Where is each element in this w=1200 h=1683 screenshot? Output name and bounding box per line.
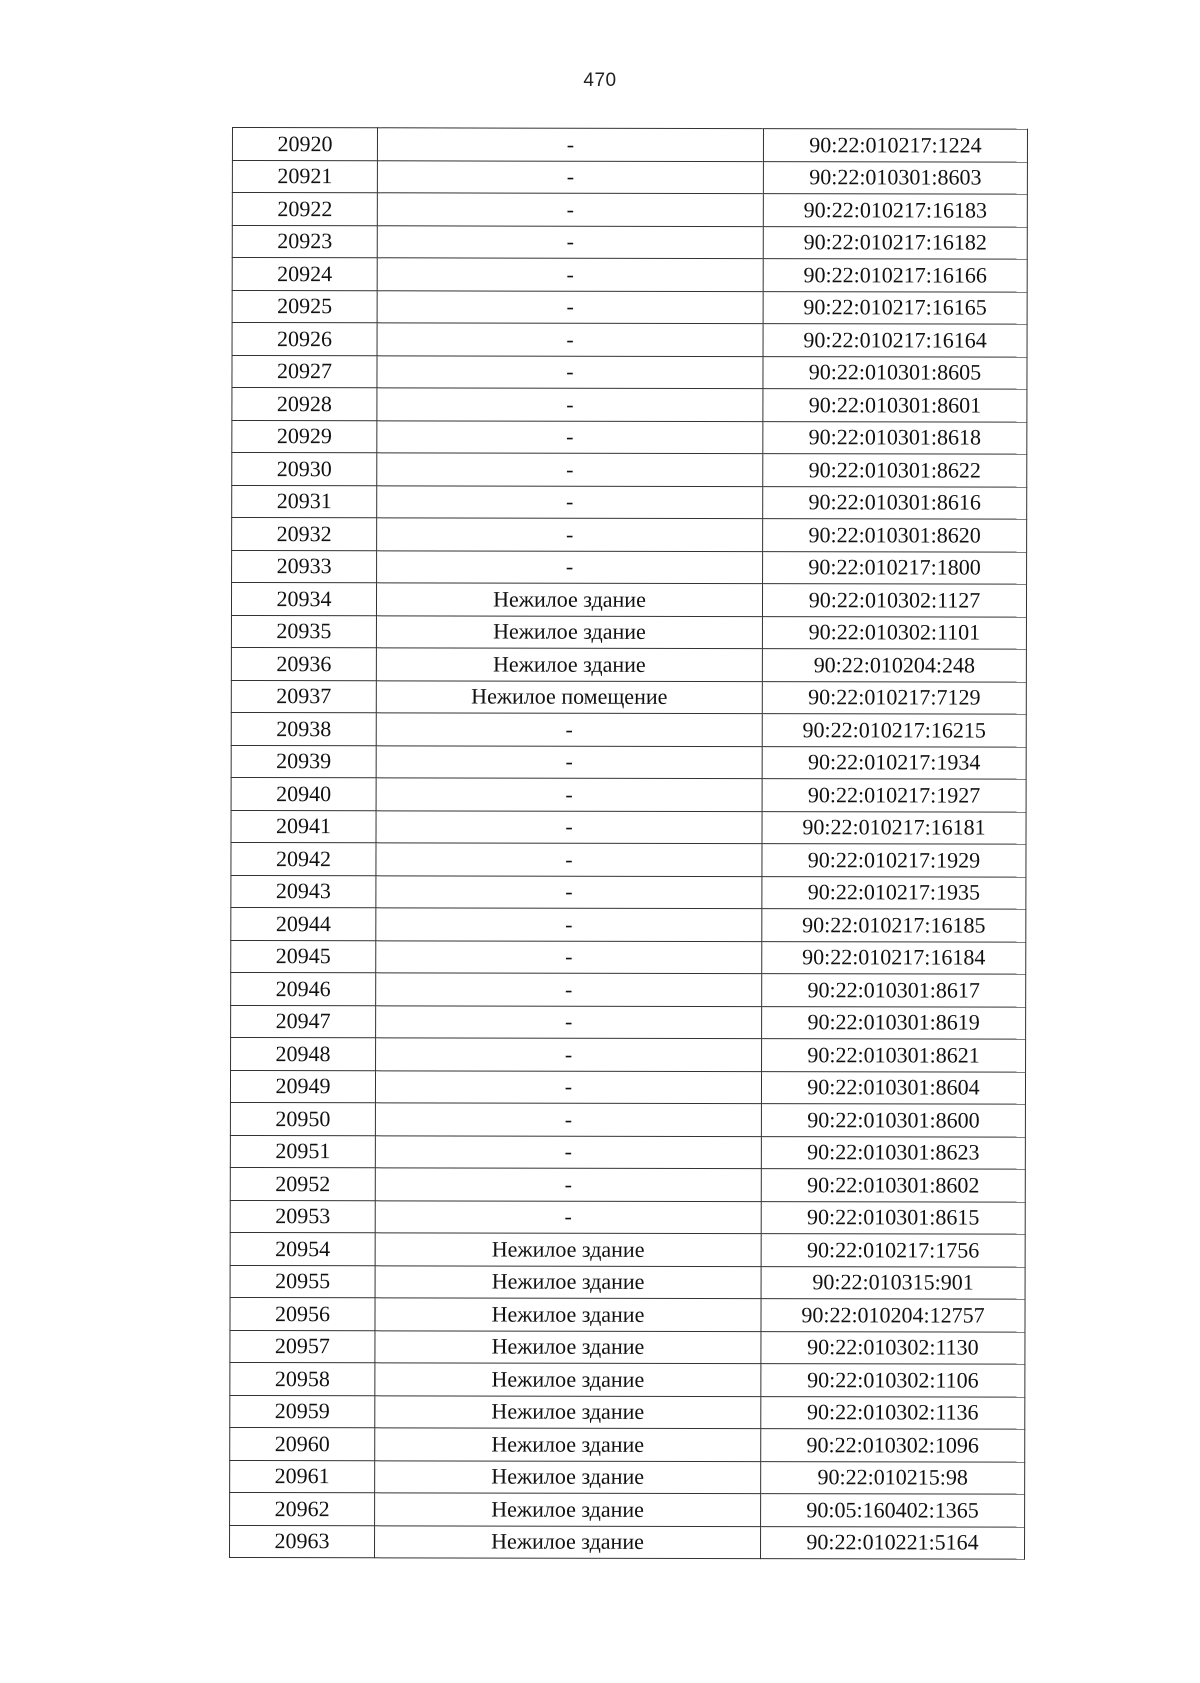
- row-number-cell: 20952: [230, 1167, 375, 1200]
- cadastral-number-cell: 90:22:010302:1136: [761, 1396, 1025, 1429]
- table-row: [232, 160, 1027, 194]
- object-type-cell: -: [377, 550, 763, 583]
- row-number-cell: 20933: [232, 550, 377, 583]
- table-row: [230, 1297, 1025, 1331]
- row-number-cell: 20932: [232, 518, 377, 551]
- row-number-cell: 20953: [230, 1200, 375, 1233]
- row-number-cell: 20926: [232, 323, 377, 356]
- object-type-cell: -: [377, 225, 763, 258]
- row-number-cell: 20920: [232, 128, 377, 161]
- row-number-cell: 20936: [231, 647, 376, 680]
- row-number-cell: 20963: [230, 1525, 375, 1558]
- cadastral-number-cell: 90:22:010301:8618: [763, 421, 1027, 454]
- table-row: [230, 1232, 1025, 1266]
- object-type-cell: Нежилое здание: [375, 1525, 761, 1558]
- object-type-cell: -: [375, 1135, 761, 1168]
- cadastral-number-cell: 90:22:010302:1106: [761, 1364, 1025, 1397]
- table-row: [232, 193, 1027, 227]
- row-number-cell: 20935: [231, 615, 376, 648]
- row-number-cell: 20954: [230, 1232, 375, 1265]
- cadastral-number-cell: 90:22:010217:16164: [763, 324, 1027, 357]
- table-row: [232, 128, 1027, 162]
- row-number-cell: 20941: [231, 810, 376, 843]
- table-row: [230, 1362, 1025, 1396]
- table-row: [231, 647, 1026, 681]
- row-number-cell: 20958: [230, 1362, 375, 1395]
- object-type-cell: -: [375, 1168, 761, 1201]
- cadastral-number-cell: 90:22:010302:1127: [762, 584, 1026, 617]
- cadastral-number-cell: 90:22:010301:8620: [763, 519, 1027, 552]
- cadastral-number-cell: 90:22:010315:901: [761, 1266, 1025, 1299]
- cadastral-number-cell: 90:22:010217:16166: [763, 259, 1027, 292]
- cadastral-number-cell: 90:22:010217:16185: [762, 909, 1026, 942]
- page-number: 470: [583, 70, 617, 91]
- row-number-cell: 20945: [231, 940, 376, 973]
- object-type-cell: -: [376, 713, 762, 746]
- row-number-cell: 20923: [232, 225, 377, 258]
- cadastral-number-cell: 90:22:010301:8600: [761, 1104, 1025, 1137]
- table-row: [232, 485, 1027, 519]
- row-number-cell: 20960: [230, 1427, 375, 1460]
- table-row: [232, 258, 1027, 292]
- object-type-cell: -: [375, 1103, 761, 1136]
- row-number-cell: 20962: [230, 1492, 375, 1525]
- cadastral-number-cell: 90:22:010301:8623: [761, 1136, 1025, 1169]
- object-type-cell: Нежилое здание: [376, 615, 762, 648]
- table-row: [230, 1427, 1025, 1461]
- table-row: [231, 875, 1026, 909]
- cadastral-number-cell: 90:22:010301:8601: [763, 389, 1027, 422]
- cadastral-number-cell: 90:22:010302:1096: [761, 1429, 1025, 1462]
- cadastral-number-cell: 90:22:010217:1929: [762, 844, 1026, 877]
- object-type-cell: -: [377, 355, 763, 388]
- row-number-cell: 20947: [231, 1005, 376, 1038]
- table-row: [232, 420, 1027, 454]
- registry-table: [229, 127, 1028, 1560]
- object-type-cell: -: [375, 1070, 761, 1103]
- cadastral-number-cell: 90:22:010217:16215: [762, 714, 1026, 747]
- table-row: [230, 1265, 1025, 1299]
- object-type-cell: -: [376, 745, 762, 778]
- object-type-cell: Нежилое здание: [375, 1493, 761, 1526]
- object-type-cell: Нежилое здание: [375, 1330, 761, 1363]
- row-number-cell: 20921: [232, 160, 377, 193]
- row-number-cell: 20939: [231, 745, 376, 778]
- table-row: [231, 842, 1026, 876]
- object-type-cell: -: [377, 258, 763, 291]
- table-row: [230, 1167, 1025, 1201]
- cadastral-number-cell: 90:22:010217:16181: [762, 811, 1026, 844]
- row-number-cell: 20955: [230, 1265, 375, 1298]
- row-number-cell: 20937: [231, 680, 376, 713]
- row-number-cell: 20925: [232, 290, 377, 323]
- object-type-cell: Нежилое здание: [375, 1363, 761, 1396]
- table-row: [231, 907, 1026, 941]
- object-type-cell: -: [376, 778, 762, 811]
- object-type-cell: -: [376, 875, 762, 908]
- table-row: [231, 940, 1026, 974]
- cadastral-number-cell: 90:22:010217:16183: [763, 194, 1027, 227]
- row-number-cell: 20930: [232, 453, 377, 486]
- cadastral-number-cell: 90:22:010217:1756: [761, 1234, 1025, 1267]
- cadastral-number-cell: 90:22:010217:1800: [763, 551, 1027, 584]
- cadastral-number-cell: 90:22:010217:1934: [762, 746, 1026, 779]
- cadastral-number-cell: 90:22:010301:8603: [763, 161, 1027, 194]
- row-number-cell: 20949: [230, 1070, 375, 1103]
- cadastral-number-cell: 90:22:010301:8615: [761, 1201, 1025, 1234]
- table-row: [231, 583, 1026, 617]
- table-row: [232, 453, 1027, 487]
- table-row: [232, 323, 1027, 357]
- object-type-cell: -: [375, 1200, 761, 1233]
- table-row: [232, 290, 1027, 324]
- object-type-cell: -: [377, 518, 763, 551]
- table-row: [230, 1102, 1025, 1136]
- object-type-cell: -: [377, 193, 763, 226]
- row-number-cell: 20922: [232, 193, 377, 226]
- cadastral-number-cell: 90:22:010302:1101: [762, 616, 1026, 649]
- cadastral-number-cell: 90:05:160402:1365: [761, 1494, 1025, 1527]
- row-number-cell: 20956: [230, 1297, 375, 1330]
- table-row: [231, 810, 1026, 844]
- row-number-cell: 20957: [230, 1330, 375, 1363]
- object-type-cell: -: [376, 843, 762, 876]
- row-number-cell: 20938: [231, 712, 376, 745]
- object-type-cell: Нежилое здание: [375, 1460, 761, 1493]
- cadastral-number-cell: 90:22:010217:7129: [762, 681, 1026, 714]
- table-row: [231, 615, 1026, 649]
- cadastral-number-cell: 90:22:010215:98: [761, 1461, 1025, 1494]
- table-row: [231, 972, 1026, 1006]
- table-row: [230, 1200, 1025, 1234]
- cadastral-number-cell: 90:22:010217:1935: [762, 876, 1026, 909]
- table-row: [231, 745, 1026, 779]
- row-number-cell: 20944: [231, 907, 376, 940]
- table-row: [230, 1070, 1025, 1104]
- cadastral-number-cell: 90:22:010302:1130: [761, 1331, 1025, 1364]
- object-type-cell: -: [377, 290, 763, 323]
- table-row: [232, 355, 1027, 389]
- table-row: [232, 225, 1027, 259]
- object-type-cell: -: [376, 810, 762, 843]
- table-row: [231, 712, 1026, 746]
- object-type-cell: -: [376, 1038, 762, 1071]
- cadastral-number-cell: 90:22:010301:8617: [762, 974, 1026, 1007]
- row-number-cell: 20951: [230, 1135, 375, 1168]
- cadastral-number-cell: 90:22:010217:16182: [763, 226, 1027, 259]
- object-type-cell: -: [376, 908, 762, 941]
- cadastral-number-cell: 90:22:010301:8616: [763, 486, 1027, 519]
- cadastral-number-cell: 90:22:010301:8619: [762, 1006, 1026, 1039]
- object-type-cell: -: [377, 160, 763, 193]
- row-number-cell: 20929: [232, 420, 377, 453]
- object-type-cell: -: [376, 940, 762, 973]
- cadastral-number-cell: 90:22:010301:8602: [761, 1169, 1025, 1202]
- cadastral-number-cell: 90:22:010204:12757: [761, 1299, 1025, 1332]
- object-type-cell: -: [377, 420, 763, 453]
- object-type-cell: -: [376, 1005, 762, 1038]
- table-row: [231, 777, 1026, 811]
- row-number-cell: 20942: [231, 842, 376, 875]
- row-number-cell: 20961: [230, 1460, 375, 1493]
- table-row: [231, 1005, 1026, 1039]
- table-row: [230, 1460, 1025, 1494]
- row-number-cell: 20943: [231, 875, 376, 908]
- object-type-cell: Нежилое помещение: [376, 680, 762, 713]
- object-type-cell: Нежилое здание: [375, 1395, 761, 1428]
- row-number-cell: 20959: [230, 1395, 375, 1428]
- table-row: [232, 388, 1027, 422]
- object-type-cell: -: [377, 485, 763, 518]
- row-number-cell: 20934: [231, 583, 376, 616]
- object-type-cell: -: [376, 973, 762, 1006]
- table-row: [232, 550, 1027, 584]
- cadastral-number-cell: 90:22:010217:1224: [763, 129, 1027, 162]
- row-number-cell: 20931: [232, 485, 377, 518]
- cadastral-number-cell: 90:22:010221:5164: [761, 1526, 1025, 1559]
- cadastral-number-cell: 90:22:010301:8604: [761, 1071, 1025, 1104]
- object-type-cell: -: [377, 128, 763, 161]
- object-type-cell: Нежилое здание: [375, 1298, 761, 1331]
- object-type-cell: -: [377, 388, 763, 421]
- cadastral-number-cell: 90:22:010217:16165: [763, 291, 1027, 324]
- row-number-cell: 20948: [231, 1037, 376, 1070]
- object-type-cell: Нежилое здание: [375, 1233, 761, 1266]
- object-type-cell: Нежилое здание: [376, 583, 762, 616]
- object-type-cell: -: [377, 323, 763, 356]
- cadastral-number-cell: 90:22:010217:16184: [762, 941, 1026, 974]
- row-number-cell: 20940: [231, 777, 376, 810]
- row-number-cell: 20927: [232, 355, 377, 388]
- table-row: [231, 1037, 1026, 1071]
- registry-table-body: [230, 128, 1028, 1560]
- table-row: [232, 518, 1027, 552]
- cadastral-number-cell: 90:22:010301:8605: [763, 356, 1027, 389]
- table-row: [230, 1492, 1025, 1526]
- object-type-cell: Нежилое здание: [375, 1428, 761, 1461]
- table-row: [230, 1525, 1025, 1559]
- row-number-cell: 20924: [232, 258, 377, 291]
- object-type-cell: Нежилое здание: [376, 648, 762, 681]
- table-row: [230, 1395, 1025, 1429]
- table-row: [231, 680, 1026, 714]
- cadastral-number-cell: 90:22:010301:8622: [763, 454, 1027, 487]
- cadastral-number-cell: 90:22:010301:8621: [762, 1039, 1026, 1072]
- table-row: [230, 1330, 1025, 1364]
- row-number-cell: 20946: [231, 972, 376, 1005]
- object-type-cell: -: [377, 453, 763, 486]
- row-number-cell: 20950: [230, 1102, 375, 1135]
- cadastral-number-cell: 90:22:010217:1927: [762, 779, 1026, 812]
- cadastral-number-cell: 90:22:010204:248: [762, 649, 1026, 682]
- object-type-cell: Нежилое здание: [375, 1265, 761, 1298]
- row-number-cell: 20928: [232, 388, 377, 421]
- table-row: [230, 1135, 1025, 1169]
